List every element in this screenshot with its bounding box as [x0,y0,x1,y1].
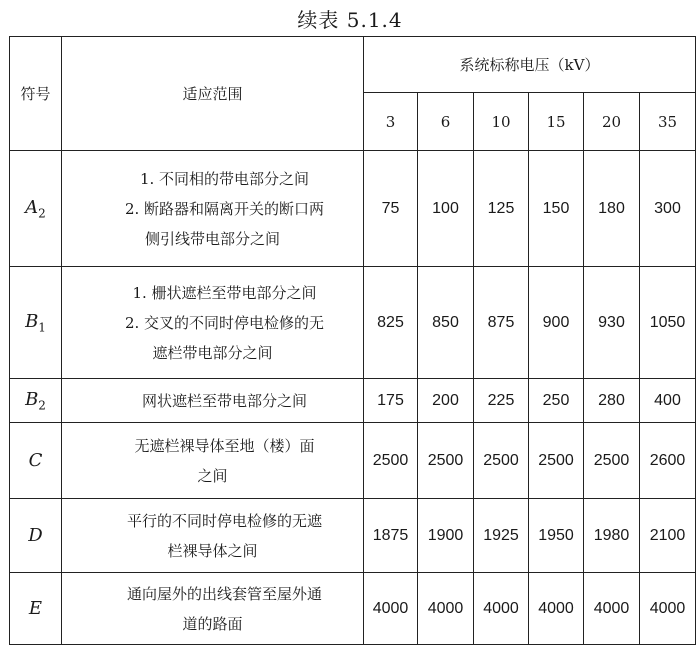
row-symbol [10,423,62,499]
symbol-letter: B [25,388,39,410]
value-cell: 200 [418,379,474,423]
value-cell: 4000 [474,573,529,645]
value-cell: 2500 [364,423,418,499]
value-cell: 75 [364,151,418,267]
value-cell: 4000 [364,573,418,645]
value-cell: 4000 [640,573,696,645]
header-voltage: 3 [364,93,418,151]
scope-line: 之间 [197,466,228,485]
row-symbol [10,379,62,423]
value-cell: 2500 [529,423,584,499]
symbol-letter: A [25,196,39,218]
value-cell: 850 [418,267,474,379]
value-cell: 1900 [418,499,474,573]
symbol-letter: E [28,598,43,619]
value-cell: 930 [584,267,640,379]
value-cell: 180 [584,151,640,267]
value-cell: 1925 [474,499,529,573]
value-cell: 250 [529,379,584,423]
header-row-1 [10,37,696,93]
value-cell: 900 [529,267,584,379]
scope-line: 网状遮栏至带电部分之间 [141,391,307,410]
row-symbol [10,573,62,645]
value-cell: 1050 [640,267,696,379]
row-scope [62,499,364,573]
row-symbol [10,499,62,573]
scope-line: 无遮栏裸导体至地（楼）面 [134,436,315,455]
row-scope [62,423,364,499]
symbol-subscript: 2 [38,206,46,221]
value-cell: 300 [640,151,696,267]
value-cell: 2100 [640,499,696,573]
value-cell: 875 [474,267,529,379]
scope-line: 2. 断路器和隔离开关的断口两 [124,199,325,218]
value-cell: 1980 [584,499,640,573]
header-voltage: 35 [640,93,696,151]
row-scope [62,151,364,267]
symbol-letter: D [28,525,43,546]
row-scope [62,267,364,379]
header-voltage: 15 [529,93,584,151]
table-row [10,379,696,423]
header-voltage-group: 系统标称电压（kV） [364,37,696,93]
value-cell: 1875 [364,499,418,573]
scope-line: 1. 不同相的带电部分之间 [139,169,310,188]
value-cell: 2500 [418,423,474,499]
scope-line: 通向屋外的出线套管至屋外通 [126,584,322,603]
symbol-letter: B [25,310,39,332]
value-cell: 4000 [584,573,640,645]
scope-line: 1. 栅状遮栏至带电部分之间 [132,283,317,302]
header-voltage: 20 [584,93,640,151]
scope-line: 2. 交叉的不同时停电检修的无 [124,313,325,332]
value-cell: 2500 [474,423,529,499]
table-caption: 续表 5.1.4 [297,8,403,32]
symbol-letter: C [28,450,43,471]
table-row [10,267,696,379]
scope-line: 道的路面 [182,614,243,633]
table-row [10,151,696,267]
scope-line: 遮栏带电部分之间 [152,343,273,362]
value-cell: 4000 [418,573,474,645]
value-cell: 280 [584,379,640,423]
value-cell: 4000 [529,573,584,645]
table-row [10,423,696,499]
row-symbol [10,267,62,379]
value-cell: 400 [640,379,696,423]
header-scope: 适应范围 [62,37,364,151]
table-row [10,573,696,645]
scope-line: 栏裸导体之间 [167,541,258,560]
symbol-subscript: 1 [38,320,46,335]
header-voltage: 6 [418,93,474,151]
value-cell: 100 [418,151,474,267]
value-cell: 125 [474,151,529,267]
value-cell: 2500 [584,423,640,499]
header-symbol: 符号 [10,37,62,151]
clearance-table [9,36,696,645]
value-cell: 1950 [529,499,584,573]
scope-line: 平行的不同时停电检修的无遮 [126,511,322,530]
value-cell: 150 [529,151,584,267]
symbol-subscript: 2 [38,398,46,413]
row-scope [62,573,364,645]
table-row [10,499,696,573]
row-scope [62,379,364,423]
row-symbol [10,151,62,267]
value-cell: 2600 [640,423,696,499]
value-cell: 225 [474,379,529,423]
header-voltage: 10 [474,93,529,151]
value-cell: 825 [364,267,418,379]
scope-line: 侧引线带电部分之间 [144,229,280,248]
value-cell: 175 [364,379,418,423]
